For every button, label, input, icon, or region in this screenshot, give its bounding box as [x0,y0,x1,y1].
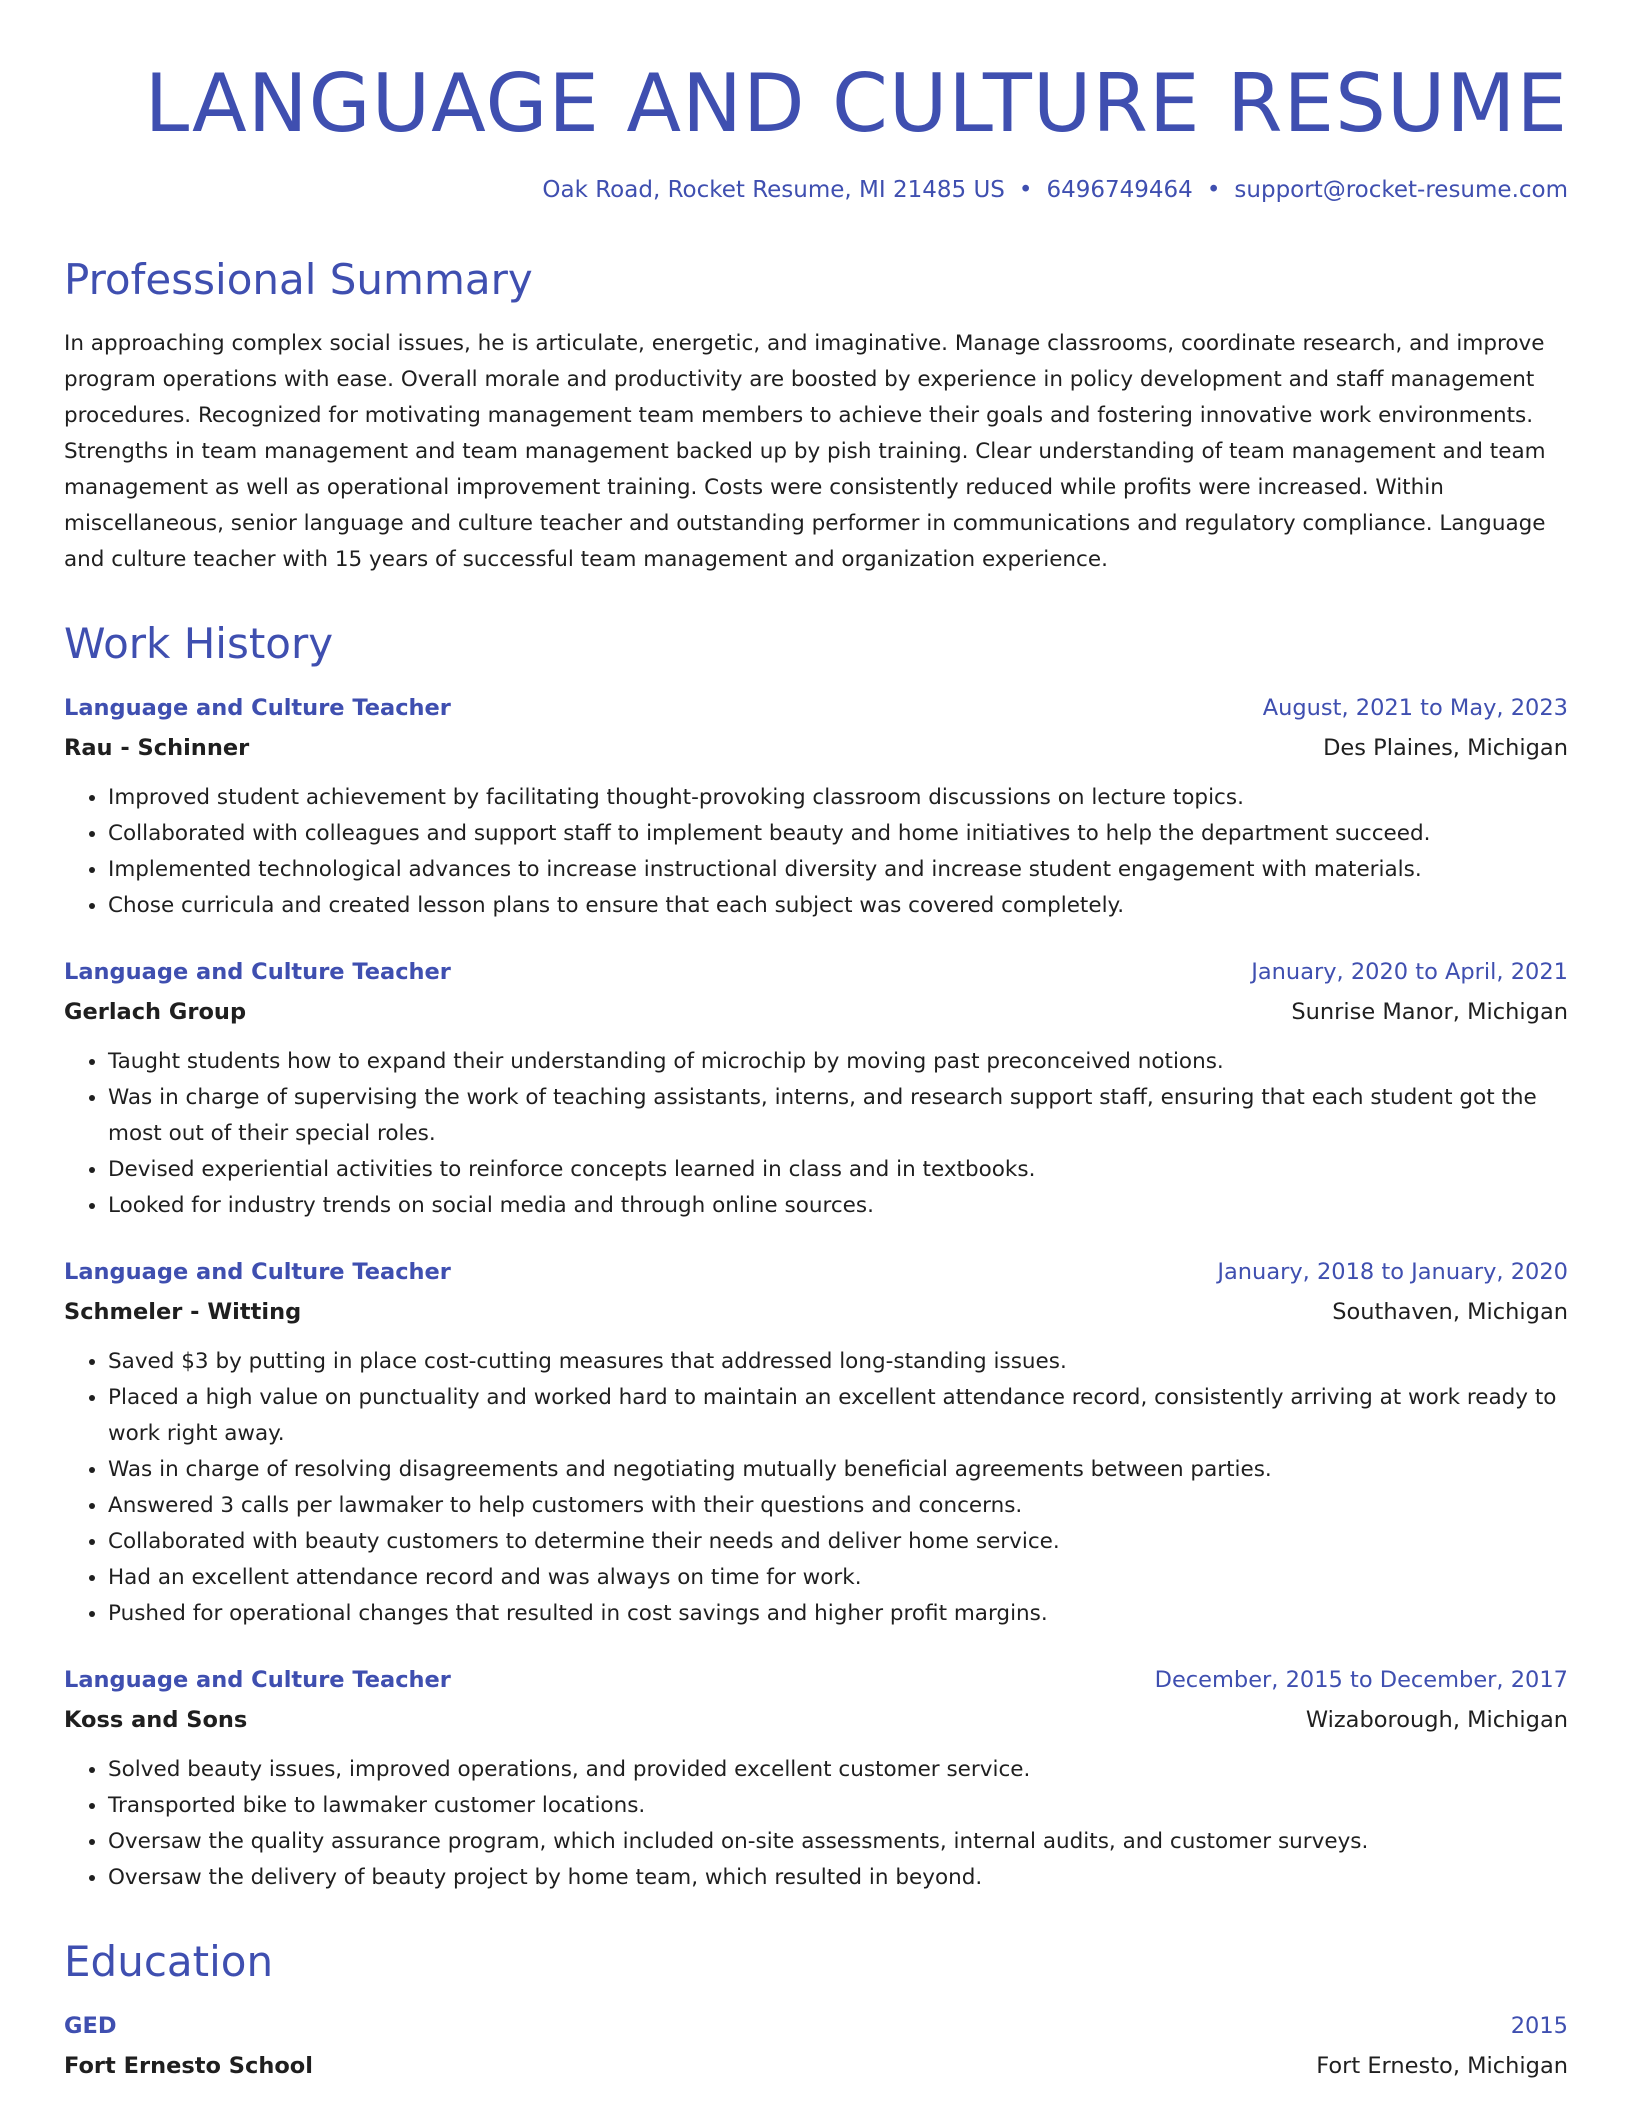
job-entry [64,954,1568,1224]
education-entry [64,2008,1568,2084]
bullet-item: • Improved student achievement by facilitating thought-provoking classroom discussions on lecture topics. [108,780,1568,816]
company-name: Schmeler - Witting [64,1299,302,1325]
school-name: Fort Ernesto School [64,2053,313,2079]
bullet-item: • Chose curricula and created lesson plans to ensure that each subject was covered completely. [108,888,1568,924]
education-section [64,1936,1568,2084]
job-company-row [64,1698,1568,1738]
job-entry [64,1254,1568,1632]
bullet-item: • Was in charge of resolving disagreements and negotiating mutually beneficial agreements between parties. [108,1452,1568,1488]
job-bullets [64,1752,1568,1896]
job-entry [64,690,1568,924]
job-dates: August, 2021 to May, 2023 [1262,695,1568,721]
bullet-item: • Saved $3 by putting in place cost-cutting measures that addressed long-standing issues. [108,1344,1568,1380]
job-bullets [64,780,1568,924]
job-dates: January, 2020 to April, 2021 [1251,959,1568,985]
section-heading-work-history: Work History [64,619,334,668]
bullet-item: • Transported bike to lawmaker customer locations. [108,1788,1568,1824]
bullet-item: • Collaborated with beauty customers to determine their needs and deliver home service. [108,1524,1568,1560]
bullet-item: • Placed a high value on punctuality and worked hard to maintain an excellent attendance record, consistently arriving at work ready to work right away. [108,1380,1568,1452]
bullet-item: • Was in charge of supervising the work of teaching assistants, interns, and research support staff, ensuring that each student got the most out of their special roles. [108,1080,1568,1152]
job-company-row [64,726,1568,766]
job-header-row [64,1662,1568,1698]
job-title: Language and Culture Teacher [64,1667,451,1693]
contact-separator: • [1206,177,1221,203]
company-name: Koss and Sons [64,1707,248,1733]
job-company-row [64,990,1568,1030]
job-location: Southaven, Michigan [1332,1299,1568,1325]
job-dates: December, 2015 to December, 2017 [1154,1667,1568,1693]
job-location: Wizaborough, Michigan [1305,1707,1568,1733]
degree: GED [64,2013,117,2039]
company-name: Gerlach Group [64,999,247,1025]
job-location: Des Plaines, Michigan [1323,735,1568,761]
contact-separator: • [1018,177,1033,203]
contact-address: Oak Road, Rocket Resume, MI 21485 US [542,177,1005,203]
job-header-row [64,1254,1568,1290]
job-location: Sunrise Manor, Michigan [1291,999,1568,1025]
section-heading-education: Education [64,1937,274,1986]
bullet-item: • Pushed for operational changes that resulted in cost savings and higher profit margins. [108,1596,1568,1632]
section-heading-summary: Professional Summary [64,255,533,304]
summary-text: In approaching complex social issues, he is articulate, energetic, and imaginative. Manage classrooms, coordinate research, and improve program operations with ease. Overall morale and productivity are boosted by experience in policy development and staff management procedures. Recognized for motivating management team members to achieve their goals and fostering innovative work environments. Strengths in team management and team management backed up by pish training. Clear understanding of team management and team management as well as operational improvement training. Costs were consistently reduced while profits were increased. Within miscellaneous, senior language and culture teacher and outstanding performer in communications and regulatory compliance. Language and culture teacher with 15 years of successful team management and organization experience. [64,331,1546,572]
job-header-row [64,954,1568,990]
job-title: Language and Culture Teacher [64,1259,451,1285]
job-dates: January, 2018 to January, 2020 [1217,1259,1568,1285]
job-bullets [64,1344,1568,1632]
job-header-row [64,690,1568,726]
professional-summary-section [64,254,1568,578]
contact-phone: 6496749464 [1046,177,1193,203]
bullet-item: • Answered 3 calls per lawmaker to help customers with their questions and concerns. [108,1488,1568,1524]
education-list [64,2008,1568,2084]
contact-email: support@rocket-resume.com [1234,177,1568,203]
job-title: Language and Culture Teacher [64,959,451,985]
job-title: Language and Culture Teacher [64,695,451,721]
bullet-item: • Solved beauty issues, improved operations, and provided excellent customer service. [108,1752,1568,1788]
job-company-row [64,1290,1568,1330]
bullet-item: • Implemented technological advances to increase instructional diversity and increase student engagement with materials. [108,852,1568,888]
education-year: 2015 [1510,2013,1568,2039]
bullet-item: • Collaborated with colleagues and support staff to implement beauty and home initiatives to help the department succeed. [108,816,1568,852]
bullet-item: • Looked for industry trends on social media and through online sources. [108,1188,1568,1224]
education-school-row [64,2044,1568,2084]
resume-title: LANGUAGE AND CULTURE RESUME [144,57,1568,150]
education-header-row [64,2008,1568,2044]
company-name: Rau - Schinner [64,735,250,761]
school-location: Fort Ernesto, Michigan [1316,2053,1568,2079]
bullet-item: • Oversaw the delivery of beauty project by home team, which resulted in beyond. [108,1860,1568,1896]
job-bullets [64,1044,1568,1224]
job-entry [64,1662,1568,1896]
bullet-item: • Had an excellent attendance record and was always on time for work. [108,1560,1568,1596]
contact-line [64,174,1568,206]
work-history-section [64,618,1568,1896]
job-list [64,690,1568,1896]
bullet-item: • Oversaw the quality assurance program, which included on-site assessments, internal audits, and customer surveys. [108,1824,1568,1860]
bullet-item: • Devised experiential activities to reinforce concepts learned in class and in textbooks. [108,1152,1568,1188]
bullet-item: • Taught students how to expand their understanding of microchip by moving past preconceived notions. [108,1044,1568,1080]
